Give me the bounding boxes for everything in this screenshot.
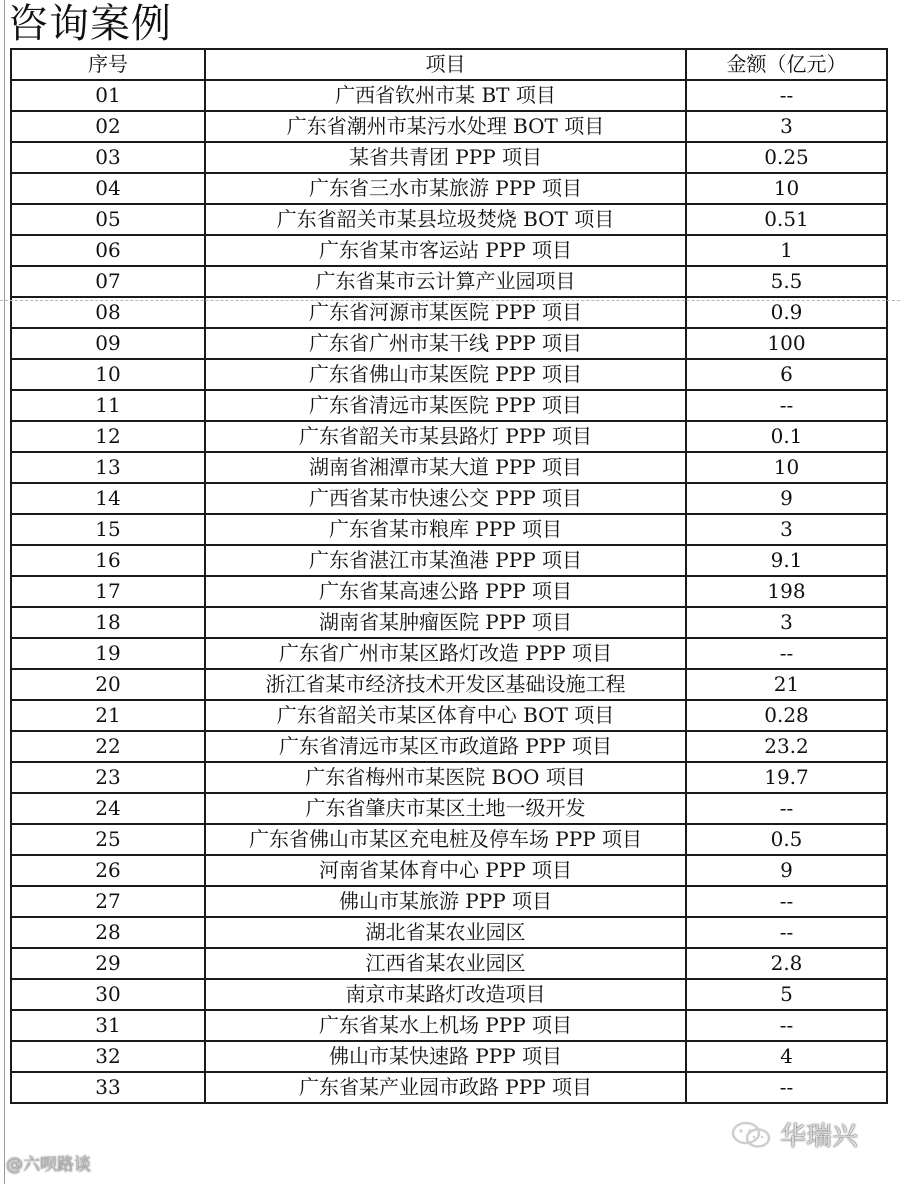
row-number-cell: 05 [11,204,205,235]
row-amount-cell: 0.5 [686,824,887,855]
row-project-cell: 某省共青团 PPP 项目 [205,142,686,173]
wechat-icon [730,1120,774,1150]
table-row [11,1010,887,1041]
row-project-cell: 广东省清远市某医院 PPP 项目 [205,390,686,421]
row-amount-cell: 3 [686,514,887,545]
row-project-cell: 广东省广州市某区路灯改造 PPP 项目 [205,638,686,669]
table-row [11,1041,887,1072]
table-row [11,328,887,359]
row-amount-cell: 0.28 [686,700,887,731]
row-project-cell: 广东省某市粮库 PPP 项目 [205,514,686,545]
table-row [11,390,887,421]
row-amount-cell: 1 [686,235,887,266]
row-amount-cell: 9.1 [686,545,887,576]
column-header-amount: 金额（亿元） [686,49,887,80]
row-number-cell: 15 [11,514,205,545]
row-project-cell: 佛山市某旅游 PPP 项目 [205,886,686,917]
row-amount-cell: 9 [686,483,887,514]
row-project-cell: 广东省某高速公路 PPP 项目 [205,576,686,607]
row-number-cell: 18 [11,607,205,638]
row-project-cell: 广东省湛江市某渔港 PPP 项目 [205,545,686,576]
row-project-cell: 广西省钦州市某 BT 项目 [205,80,686,111]
row-number-cell: 03 [11,142,205,173]
row-number-cell: 28 [11,917,205,948]
table-row [11,204,887,235]
row-project-cell: 南京市某路灯改造项目 [205,979,686,1010]
row-project-cell: 广东省某产业园市政路 PPP 项目 [205,1072,686,1103]
row-number-cell: 01 [11,80,205,111]
row-number-cell: 22 [11,731,205,762]
row-project-cell: 广东省清远市某区市政道路 PPP 项目 [205,731,686,762]
row-project-cell: 广东省某水上机场 PPP 项目 [205,1010,686,1041]
row-number-cell: 33 [11,1072,205,1103]
table-row [11,576,887,607]
table-row [11,266,887,297]
table-row [11,483,887,514]
row-number-cell: 26 [11,855,205,886]
row-number-cell: 21 [11,700,205,731]
table-row [11,297,887,328]
table-row [11,700,887,731]
row-amount-cell: 5 [686,979,887,1010]
row-project-cell: 湖北省某农业园区 [205,917,686,948]
row-amount-cell: 2.8 [686,948,887,979]
row-number-cell: 11 [11,390,205,421]
row-project-cell: 广东省某市云计算产业园项目 [205,266,686,297]
table-row [11,452,887,483]
row-project-cell: 湖南省某肿瘤医院 PPP 项目 [205,607,686,638]
row-project-cell: 广东省佛山市某区充电桩及停车场 PPP 项目 [205,824,686,855]
row-project-cell: 广东省河源市某医院 PPP 项目 [205,297,686,328]
table-row [11,824,887,855]
row-project-cell: 广东省三水市某旅游 PPP 项目 [205,173,686,204]
row-project-cell: 广西省某市快速公交 PPP 项目 [205,483,686,514]
row-project-cell: 河南省某体育中心 PPP 项目 [205,855,686,886]
row-amount-cell: -- [686,886,887,917]
table-row [11,607,887,638]
page-edge-rule [4,0,5,1184]
row-amount-cell: 198 [686,576,887,607]
row-number-cell: 32 [11,1041,205,1072]
watermark-brand-right [730,1116,858,1153]
row-amount-cell: -- [686,793,887,824]
table-row [11,359,887,390]
scan-fold-line [0,300,900,301]
table-row [11,886,887,917]
row-number-cell: 12 [11,421,205,452]
table-row [11,793,887,824]
table-row [11,514,887,545]
row-amount-cell: -- [686,1010,887,1041]
row-number-cell: 20 [11,669,205,700]
table-row [11,1072,887,1103]
watermark-source-left: @六呗路谈 [6,1155,91,1175]
row-number-cell: 24 [11,793,205,824]
table-row [11,235,887,266]
row-amount-cell: 0.1 [686,421,887,452]
row-number-cell: 02 [11,111,205,142]
row-amount-cell: -- [686,917,887,948]
row-amount-cell: 21 [686,669,887,700]
row-amount-cell: 6 [686,359,887,390]
row-number-cell: 25 [11,824,205,855]
row-project-cell: 广东省广州市某干线 PPP 项目 [205,328,686,359]
row-number-cell: 09 [11,328,205,359]
row-number-cell: 14 [11,483,205,514]
row-number-cell: 13 [11,452,205,483]
table-row [11,855,887,886]
row-amount-cell: 100 [686,328,887,359]
row-project-cell: 广东省韶关市某区体育中心 BOT 项目 [205,700,686,731]
row-amount-cell: -- [686,638,887,669]
row-number-cell: 29 [11,948,205,979]
row-project-cell: 湖南省湘潭市某大道 PPP 项目 [205,452,686,483]
row-project-cell: 广东省韶关市某县垃圾焚烧 BOT 项目 [205,204,686,235]
row-amount-cell: 23.2 [686,731,887,762]
row-amount-cell: 4 [686,1041,887,1072]
row-project-cell: 广东省梅州市某医院 BOO 项目 [205,762,686,793]
row-amount-cell: 5.5 [686,266,887,297]
table-row [11,142,887,173]
column-header-project: 项目 [205,49,686,80]
row-amount-cell: 9 [686,855,887,886]
row-amount-cell: 19.7 [686,762,887,793]
row-amount-cell: 0.9 [686,297,887,328]
table-row [11,545,887,576]
table-row [11,173,887,204]
row-amount-cell: 10 [686,173,887,204]
table-header-row [11,49,887,80]
row-number-cell: 19 [11,638,205,669]
row-number-cell: 08 [11,297,205,328]
row-project-cell: 广东省肇庆市某区土地一级开发 [205,793,686,824]
row-number-cell: 17 [11,576,205,607]
row-amount-cell: 0.51 [686,204,887,235]
row-project-cell: 广东省潮州市某污水处理 BOT 项目 [205,111,686,142]
table-row [11,111,887,142]
table-row [11,669,887,700]
row-amount-cell: -- [686,80,887,111]
row-number-cell: 06 [11,235,205,266]
page-title: 咨询案例 [8,1,172,47]
consulting-cases-table [10,48,888,1104]
row-amount-cell: -- [686,1072,887,1103]
table-row [11,948,887,979]
column-header-number: 序号 [11,49,205,80]
row-project-cell: 广东省韶关市某县路灯 PPP 项目 [205,421,686,452]
row-number-cell: 16 [11,545,205,576]
table-row [11,762,887,793]
table-row [11,731,887,762]
table-row [11,638,887,669]
row-number-cell: 04 [11,173,205,204]
table-row [11,917,887,948]
row-number-cell: 30 [11,979,205,1010]
row-amount-cell: 10 [686,452,887,483]
row-number-cell: 27 [11,886,205,917]
row-amount-cell: -- [686,390,887,421]
row-project-cell: 广东省佛山市某医院 PPP 项目 [205,359,686,390]
row-project-cell: 江西省某农业园区 [205,948,686,979]
row-number-cell: 07 [11,266,205,297]
table-row [11,421,887,452]
row-project-cell: 广东省某市客运站 PPP 项目 [205,235,686,266]
row-number-cell: 23 [11,762,205,793]
watermark-brand-text: 华瑞兴 [780,1122,859,1152]
row-amount-cell: 3 [686,111,887,142]
row-number-cell: 10 [11,359,205,390]
row-project-cell: 浙江省某市经济技术开发区基础设施工程 [205,669,686,700]
table-row [11,80,887,111]
row-project-cell: 佛山市某快速路 PPP 项目 [205,1041,686,1072]
row-amount-cell: 0.25 [686,142,887,173]
row-number-cell: 31 [11,1010,205,1041]
table-row [11,979,887,1010]
row-amount-cell: 3 [686,607,887,638]
